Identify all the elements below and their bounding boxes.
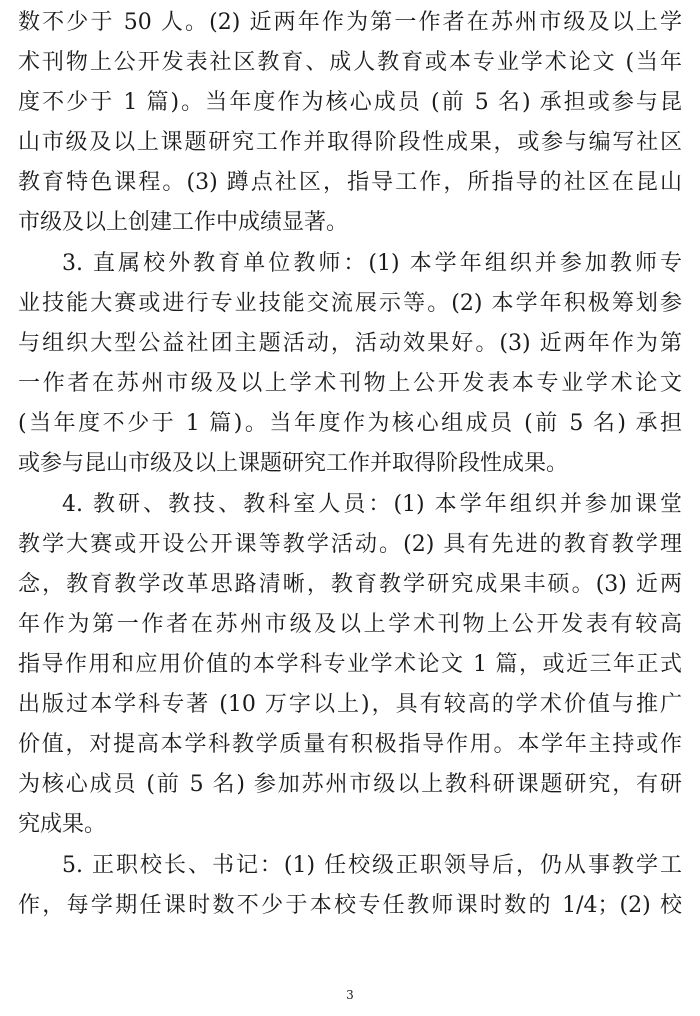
text-line: 指导作用和应用价值的本学科专业学术论文 1 篇，或近三年正式 xyxy=(18,652,682,677)
text-line: 或参与昆山市级及以上课题研究工作并取得阶段性成果。 xyxy=(18,451,569,476)
text-line: 出版过本学科专著 (10 万字以上)，具有较高的学术价值与推广 xyxy=(18,692,682,717)
text-line: 数不少于 50 人。(2) 近两年作为第一作者在苏州市级及以上学 xyxy=(18,10,682,35)
paragraph-start-line: 3. 直属校外教育单位教师：(1) 本学年组织并参加教师专 xyxy=(62,251,682,276)
text-line: 为核心成员 (前 5 名) 参加苏州市级以上教科研课题研究，有研 xyxy=(18,772,682,797)
text-line: 业技能大赛或进行专业技能交流展示等。(2) 本学年积极筹划参 xyxy=(18,291,682,316)
text-line: 教学大赛或开设公开课等教学活动。(2) 具有先进的教育教学理 xyxy=(18,532,682,557)
text-line: 念，教育教学改革思路清晰，教育教学研究成果丰硕。(3) 近两 xyxy=(18,572,682,597)
text-line: 年作为第一作者在苏州市级及以上学术刊物上公开发表有较高 xyxy=(18,612,682,637)
paragraph-start-line: 4. 教研、教技、教科室人员：(1) 本学年组织并参加课堂 xyxy=(62,492,682,517)
text-line: 术刊物上公开发表社区教育、成人教育或本专业学术论文 (当年 xyxy=(18,50,682,75)
text-line: 一作者在苏州市级及以上学术刊物上公开发表本专业学术论文 xyxy=(18,371,682,396)
paragraph-start-line: 5. 正职校长、书记：(1) 任校级正职领导后，仍从事教学工 xyxy=(62,853,682,878)
text-line: 教育特色课程。(3) 蹲点社区，指导工作，所指导的社区在昆山 xyxy=(18,170,682,195)
text-line: 究成果。 xyxy=(18,812,107,837)
text-line: (当年度不少于 1 篇)。当年度作为核心组成员 (前 5 名) 承担 xyxy=(18,411,682,436)
text-line: 价值，对提高本学科教学质量有积极指导作用。本学年主持或作 xyxy=(18,732,682,757)
page-number: 3 xyxy=(346,988,354,1002)
text-line: 度不少于 1 篇)。当年度作为核心成员 (前 5 名) 承担或参与昆 xyxy=(18,90,682,115)
text-line: 市级及以上创建工作中成绩显著。 xyxy=(18,210,349,235)
text-line: 作，每学期任课时数不少于本校专任教师课时数的 1/4；(2) 校 xyxy=(18,893,682,918)
text-line: 与组织大型公益社团主题活动，活动效果好。(3) 近两年作为第 xyxy=(18,331,682,356)
text-line: 山市级及以上课题研究工作并取得阶段性成果，或参与编写社区 xyxy=(18,130,682,155)
